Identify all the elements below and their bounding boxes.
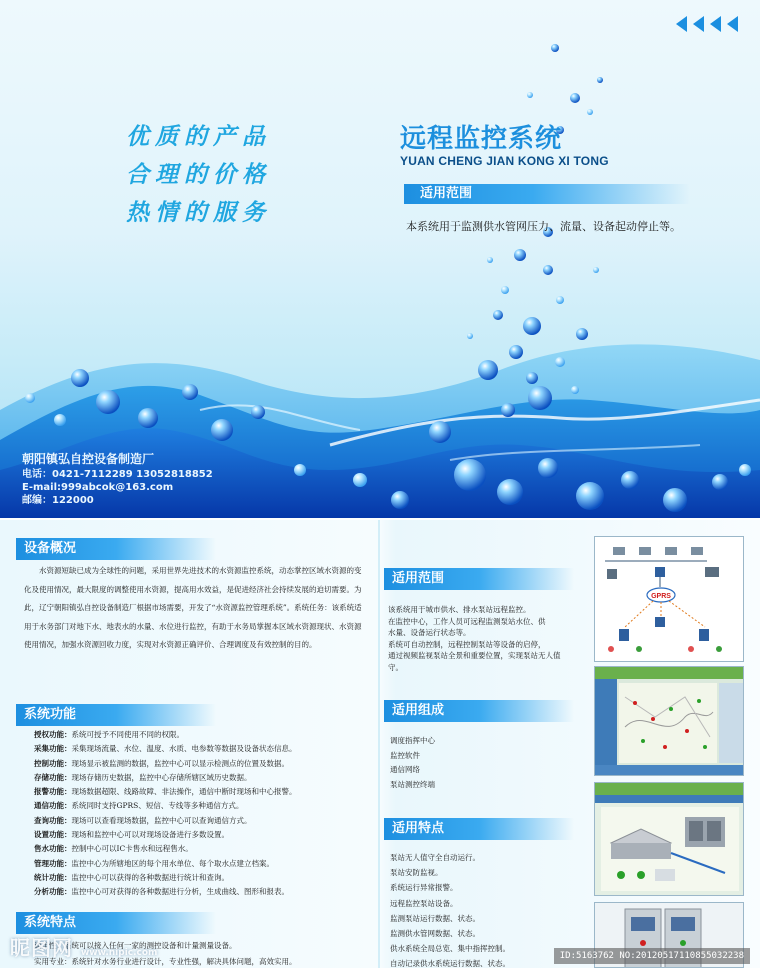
- slogan-line: 热情的服务: [126, 199, 271, 226]
- scope-text: 本系统用于监测供水管网压力、流量、设备起动停止等。: [406, 220, 681, 233]
- slogan-line: 合理的价格: [126, 161, 271, 188]
- list-item: 系统运行异常报警。: [390, 883, 458, 893]
- right-features-label: 适用特点: [384, 818, 574, 840]
- function-value: 监控中心为所辖地区的每个用水单位、每个取水点建立档案。: [71, 858, 274, 868]
- function-value: 现场数据超限、线路故障、非法操作，通信中断时现场和中心报警。: [71, 787, 297, 797]
- list-item: 监测泵站运行数据、状态。: [390, 913, 480, 923]
- list-item: 自动记录供水系统运行数据、状态。: [390, 959, 510, 968]
- watermark-logo: [10, 932, 157, 961]
- company-phone: 电话：0421-7112289 13052818852: [22, 469, 213, 480]
- company-info: [22, 452, 213, 507]
- overview-label: 设备概况: [16, 538, 216, 560]
- function-value: 控制中心可以IC卡售水和远程售水。: [71, 844, 193, 854]
- list-item: 调度指挥中心: [390, 736, 435, 745]
- function-value: 现场显示被监测的数据，监控中心可以显示检测点的位置及数据。: [71, 758, 289, 768]
- function-value: 采集现场流量、水位、温度、水质、电参数等数据及设备状态信息。: [71, 744, 297, 754]
- function-item: [34, 728, 370, 742]
- column-divider: [378, 520, 380, 968]
- function-item: [34, 814, 370, 828]
- text-line: 通过视频监视泵站全景和重要位置，实现泵站无人值: [388, 651, 561, 660]
- brochure-subtitle: YUAN CHENG JIAN KONG XI TONG: [400, 154, 609, 168]
- features-label: 系统特点: [16, 912, 216, 934]
- function-item: [34, 799, 370, 813]
- list-item: 实用专业：系统针对水务行业进行设计，专业性强，解决具体问题，高效实用。: [34, 957, 297, 966]
- function-key: 通信功能：: [34, 801, 72, 811]
- function-key: 分析功能：: [34, 887, 72, 897]
- right-scope-text: [388, 604, 588, 673]
- function-value: 系统可授予不同使用不同的权限。: [71, 730, 184, 739]
- function-item: [34, 785, 370, 799]
- inner-panel: [0, 520, 760, 968]
- functions-label: 系统功能: [16, 704, 216, 726]
- function-item: [34, 757, 370, 771]
- monitoring-screenshot: [594, 666, 744, 776]
- text-line: 水量、设备运行状态等。: [388, 628, 471, 637]
- left-arrow-icon: [693, 16, 704, 32]
- watermark-logo-sub: www.nipic.com: [80, 948, 158, 958]
- text-line: 该系统用于城市供水、排水泵站远程监控。: [388, 605, 531, 614]
- function-value: 监控中心可对获得的各种数据进行分析，生成曲线、图形和报表。: [71, 887, 289, 897]
- function-value: 现场可以查看现场数据，监控中心可以查询通信方式。: [71, 815, 252, 825]
- compose-list: [390, 734, 580, 792]
- function-key: 统计功能：: [34, 872, 72, 882]
- function-key: 报警功能：: [34, 787, 72, 797]
- list-item: 泵站测控终端: [390, 779, 435, 789]
- function-key: 售水功能：: [34, 844, 72, 854]
- scada-screenshot: [594, 782, 744, 896]
- list-item: 泵站无人值守全自动运行。: [390, 853, 480, 862]
- scope-label: 适用范围: [404, 184, 690, 204]
- left-arrow-icon: [676, 16, 687, 32]
- company-postcode: 邮编：122000: [22, 495, 94, 506]
- gprs-label: GPRS: [651, 593, 671, 600]
- function-key: 设置功能：: [34, 830, 72, 840]
- function-key: 控制功能：: [34, 758, 72, 768]
- list-item: 通信网络: [390, 765, 420, 774]
- slogan-line: 优质的产品: [126, 123, 271, 150]
- function-key: 查询功能：: [34, 815, 72, 825]
- brochure-title: 远程监控系统: [400, 124, 563, 154]
- function-value: 监控中心可以获得的各种数据进行统计和查询。: [71, 872, 229, 882]
- slogans: [126, 118, 271, 232]
- function-key: 采集功能：: [34, 744, 72, 754]
- arrow-decoration: [676, 16, 738, 32]
- left-arrow-icon: [727, 16, 738, 32]
- function-value: 现场和监控中心可以对现场设备进行多数设置。: [71, 830, 229, 840]
- list-item: 泵站安防监视。: [390, 868, 443, 878]
- company-email: E-mail:999abcok@163.com: [22, 482, 174, 493]
- function-value: 系统同时支持GPRS、短信、专线等多种通信方式。: [71, 801, 244, 811]
- function-key: 存储功能：: [34, 772, 72, 782]
- watermark-logo-text: 昵图网: [10, 936, 73, 960]
- function-item: [34, 871, 370, 885]
- list-item: 监控软件: [390, 750, 420, 760]
- function-item: [34, 857, 370, 871]
- function-key: 管理功能：: [34, 858, 72, 868]
- list-item: 监测供水管网数据、状态。: [390, 929, 480, 939]
- function-value: 现场存储历史数据，监控中心存储所辖区域历史数据。: [71, 772, 252, 782]
- function-item: [34, 885, 370, 899]
- function-item: [34, 771, 370, 785]
- company-name: 朝阳镇弘自控设备制造厂: [22, 452, 155, 466]
- text-line: 在监控中心，工作人员可远程监测泵站水位、供: [388, 616, 546, 626]
- function-key: 授权功能：: [34, 730, 72, 739]
- function-item: [34, 828, 370, 842]
- text-line: 守。: [388, 662, 403, 672]
- list-item: 通用性：系统可以接入任何一家的测控设备和计量测量设备。: [34, 941, 237, 950]
- overview-text: 水资源短缺已成为全球性的问题，采用世界先进技术的水资源监控系统，动态掌控区域水资源的变化及使用情况，最大限度的调整使用水资源，提高用水效益，是促进经济社会持续发展的迫切需要。为此，辽宁朝阳镇弘自控设备制造厂根据市场需要，开发了“水资源监控管理系统”。系统任务：该系统适用于水务部门对地下水、地表水的水量、水位进行监控，有助于水务局掌握本区域水资源现状、水资源使用情况，加强水资源回收力度，实现对水资源正确评价、合理调度及有效控制的目的。: [24, 566, 362, 649]
- list-item: 供水系统全局总览、集中指挥控制。: [390, 944, 510, 954]
- compose-label: 适用组成: [384, 700, 574, 722]
- right-scope-label: 适用范围: [384, 568, 574, 590]
- list-item: 远程监控泵站设备。: [390, 898, 458, 908]
- function-item: [34, 742, 370, 756]
- watermark-id: ID:5163762 NO:20120517110855032238: [554, 948, 750, 964]
- text-line: 系统可自动控制，远程控制泵站等设备的启停，: [388, 639, 546, 649]
- function-item: [34, 842, 370, 856]
- left-arrow-icon: [710, 16, 721, 32]
- functions-list: [34, 728, 370, 900]
- network-diagram: [594, 536, 744, 662]
